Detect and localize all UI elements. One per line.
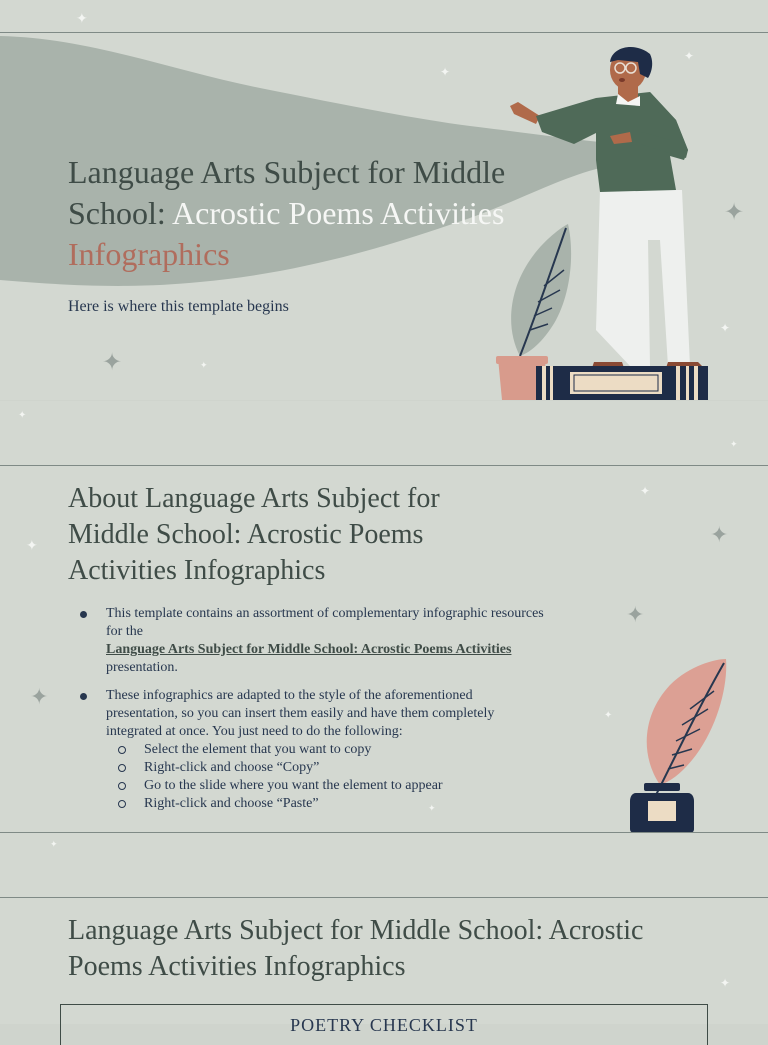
list-item — [66, 605, 546, 677]
step-item — [106, 741, 546, 759]
sparkle-icon: ✦ — [730, 440, 738, 450]
sparkle-icon: ✦ — [720, 976, 731, 990]
bullet-text: This template contains an assortment of complementary infographic resources for the — [106, 606, 544, 639]
bullet-text-end: presentation. — [106, 660, 178, 675]
step-text: Right-click and choose “Copy” — [144, 760, 320, 775]
section-heading: Language Arts Subject for Middle School: Acrostic Poems Activities Infographics — [68, 915, 644, 982]
step-text: Go to the slide where you want the element to appear — [144, 778, 443, 793]
circle-bullet-icon — [118, 782, 126, 790]
slide-title — [0, 0, 768, 400]
circle-bullet-icon — [118, 800, 126, 808]
bullet-list — [66, 605, 546, 813]
list-item — [66, 687, 546, 813]
sparkle-icon: ✦ — [710, 523, 729, 548]
step-text: Select the element that you want to copy — [144, 742, 372, 757]
sparkle-icon: ✦ — [626, 603, 645, 628]
sparkle-icon: ✦ — [604, 710, 613, 721]
step-text: Right-click and choose “Paste” — [144, 796, 319, 811]
step-item — [106, 777, 546, 795]
title-part-2: Acrostic Poems Activities — [172, 195, 505, 231]
sparkle-icon: ✦ — [30, 685, 49, 710]
sparkle-icon: ✦ — [440, 65, 451, 79]
circle-bullet-icon — [118, 764, 126, 772]
slide-top-border — [0, 897, 768, 898]
sparkle-icon: ✦ — [720, 321, 731, 335]
step-item — [106, 759, 546, 777]
sparkle-icon: ✦ — [724, 198, 745, 226]
slide-about — [0, 465, 768, 833]
sparkle-icon: ✦ — [50, 840, 58, 850]
section-heading: About Language Arts Subject for Middle School: Acrostic Poems Activities Infographics — [68, 483, 440, 586]
sparkle-icon: ✦ — [76, 11, 88, 27]
bullet-text: These infographics are adapted to the style of the aforementioned presentation, so you can insert them easily and have them completely integrated at once. You just need to do the following: — [106, 688, 495, 739]
title-part-3: Infographics — [68, 236, 230, 272]
title-part-1: Language Arts Subject for Middle School: — [68, 154, 506, 231]
sparkle-icon: ✦ — [684, 49, 695, 63]
slide-top-border — [0, 465, 768, 466]
inkwell-icon — [630, 783, 698, 833]
presentation-link[interactable]: Language Arts Subject for Middle School: Acrostic Poems Activities — [106, 642, 512, 657]
sparkle-icon: ✦ — [18, 410, 27, 421]
page-title — [68, 152, 508, 275]
checklist-card — [60, 1004, 708, 1045]
steps-list — [106, 741, 546, 813]
slide-gap — [0, 401, 768, 465]
sparkle-icon: ✦ — [428, 804, 436, 814]
sparkle-icon: ✦ — [640, 484, 651, 498]
book-icon — [536, 366, 710, 400]
sparkle-icon: ✦ — [26, 538, 38, 554]
bullet-icon — [80, 611, 87, 618]
page-subtitle: Here is where this template begins — [68, 298, 289, 315]
slide-gap — [0, 833, 768, 897]
checklist-title: POETRY CHECKLIST — [290, 1015, 478, 1035]
step-item — [106, 795, 546, 813]
circle-bullet-icon — [118, 746, 126, 754]
sparkle-icon: ✦ — [102, 348, 123, 376]
bullet-icon — [80, 693, 87, 700]
sparkle-icon: ✦ — [200, 361, 208, 371]
